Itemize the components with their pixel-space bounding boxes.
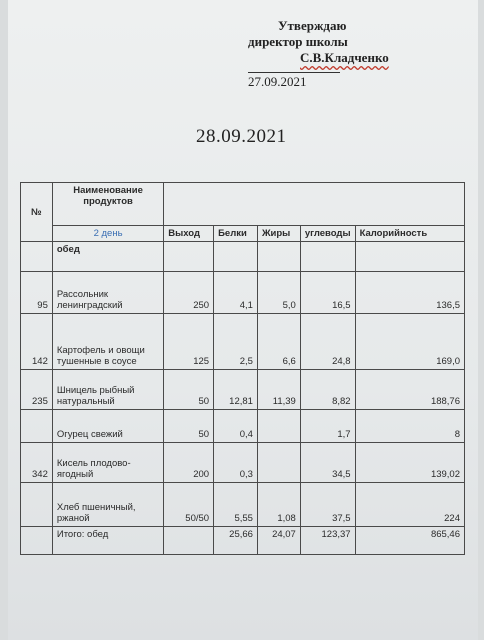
table-row: Хлеб пшеничный, ржаной 50/50 5,55 1,08 37,5 224 — [21, 483, 465, 527]
table-row: Огурец свежий 50 0,4 1,7 8 — [21, 410, 465, 443]
table-row: 235 Шницель рыбный натуральный 50 12,81 11,39 8,82 188,76 — [21, 370, 465, 410]
header-blank — [164, 183, 465, 226]
header-protein: Белки — [214, 226, 258, 242]
approval-title: Утверждаю — [278, 18, 347, 33]
approval-signature-name: С.В.Кладченко — [300, 50, 389, 65]
menu-date: 28.09.2021 — [196, 126, 287, 147]
total-label: Итого: обед — [52, 527, 163, 555]
approval-date: 27.09.2021 — [248, 72, 340, 90]
total-calories: 865,46 — [355, 527, 464, 555]
table-row: 95 Рассольник ленинградский 250 4,1 5,0 16,5 136,5 — [21, 272, 465, 314]
header-carbs: углеводы — [300, 226, 355, 242]
header-name: Наименование продуктов — [52, 183, 163, 226]
header-row-top — [21, 183, 465, 226]
total-carbs: 123,37 — [300, 527, 355, 555]
approval-block — [248, 18, 389, 90]
header-output: Выход — [164, 226, 214, 242]
table-row: 342 Кисель плодово-ягодный 200 0,3 34,5 139,02 — [21, 443, 465, 483]
total-protein: 25,66 — [214, 527, 258, 555]
menu-table — [20, 182, 465, 555]
table-row: 142 Картофель и овощи тушенные в соусе 125 2,5 6,6 24,8 169,0 — [21, 314, 465, 370]
section-label: обед — [52, 242, 163, 272]
header-calories: Калорийность — [355, 226, 464, 242]
approval-position: директор школы — [248, 34, 348, 49]
header-number: № — [21, 183, 53, 242]
total-row — [21, 527, 465, 555]
total-fat: 24,07 — [257, 527, 300, 555]
header-row-columns — [21, 226, 465, 242]
header-fat: Жиры — [257, 226, 300, 242]
section-row — [21, 242, 465, 272]
header-day: 2 день — [52, 226, 163, 242]
